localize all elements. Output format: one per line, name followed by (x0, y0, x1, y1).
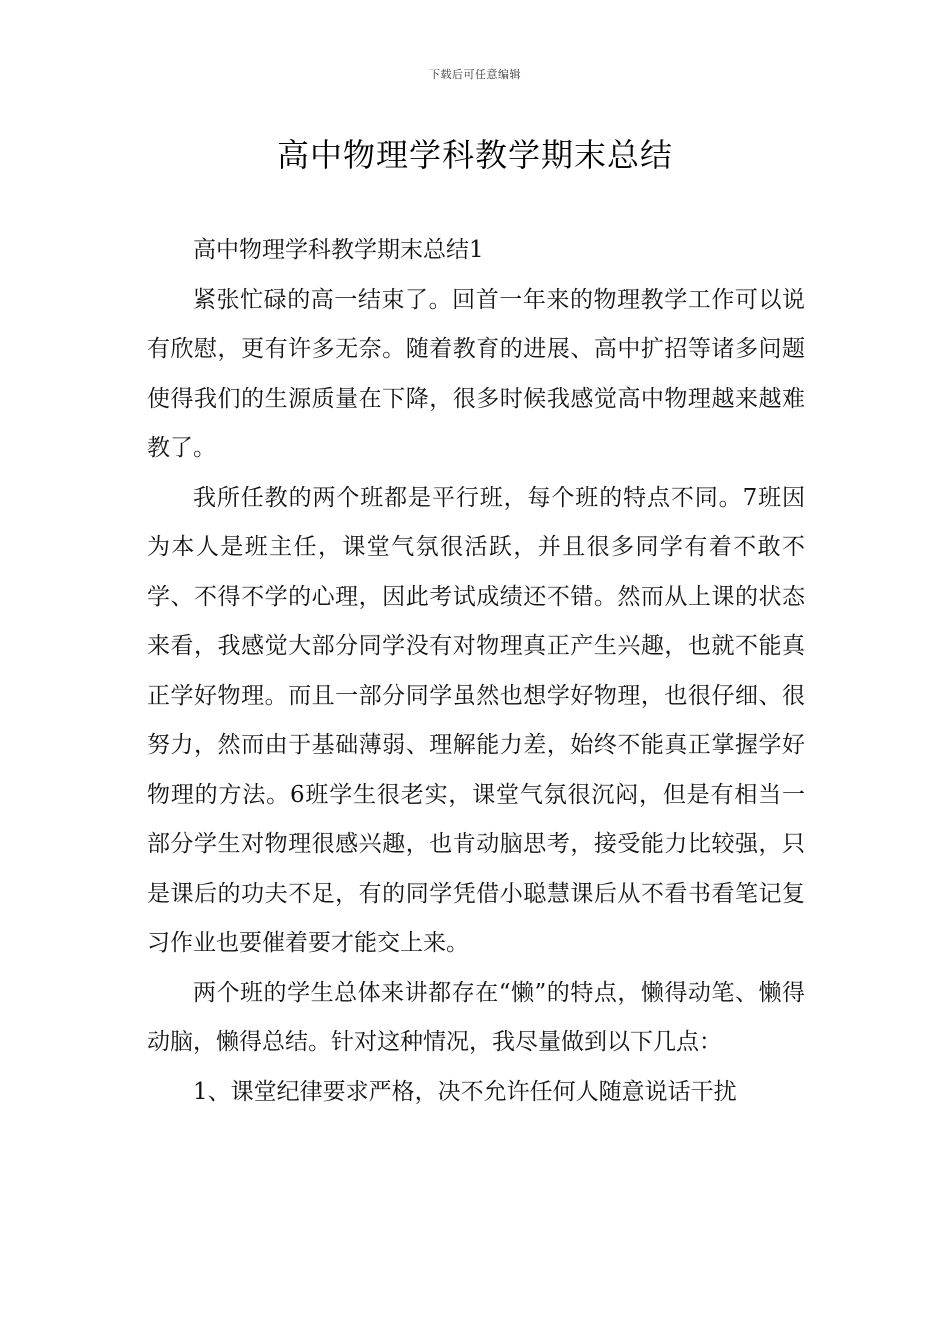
section-heading: 高中物理学科教学期末总结1 (193, 237, 484, 263)
paragraph: 紧张忙碌的高一结束了。回首一年来的物理教学工作可以说有欣慰，更有许多无奈。随着教育的进展、高中扩招等诸多问题使得我们的生源质量在下降，很多时候我感觉高中物理越来越难教了。 (147, 286, 805, 461)
paragraph: 两个班的学生总体来讲都存在“懒”的特点，懒得动笔、懒得动脑，懒得总结。针对这种情况，我尽量做到以下几点： (147, 979, 805, 1055)
paragraph: 1、课堂纪律要求严格，决不允许任何人随意说话干扰 (193, 1078, 737, 1105)
header-note: 下载后可任意编辑 (429, 68, 521, 81)
paragraph: 我所任教的两个班都是平行班，每个班的特点不同。7班因为本人是班主任，课堂气氛很活跃，并且很多同学有着不敢不学、不得不学的心理，因此考试成绩还不错。然而从上课的状态来看，我感觉大部分同学没有对物理真正产生兴趣，也就不能真正学好物理。而且一部分同学虽然也想学好物理，也很仔细、很努力，然而由于基础薄弱、理解能力差，始终不能真正掌握学好物理的方法。6班学生很老实，课堂气氛很沉闷，但是有相当一部分学生对物理很感兴趣，也肯动脑思考，接受能力比较强，只是课后的功夫不足，有的同学凭借小聪慧课后从不看书看笔记复习作业也要催着要才能交上来。 (147, 484, 805, 956)
document-title: 高中物理学科教学期末总结 (276, 136, 673, 174)
document-body (147, 226, 805, 1117)
